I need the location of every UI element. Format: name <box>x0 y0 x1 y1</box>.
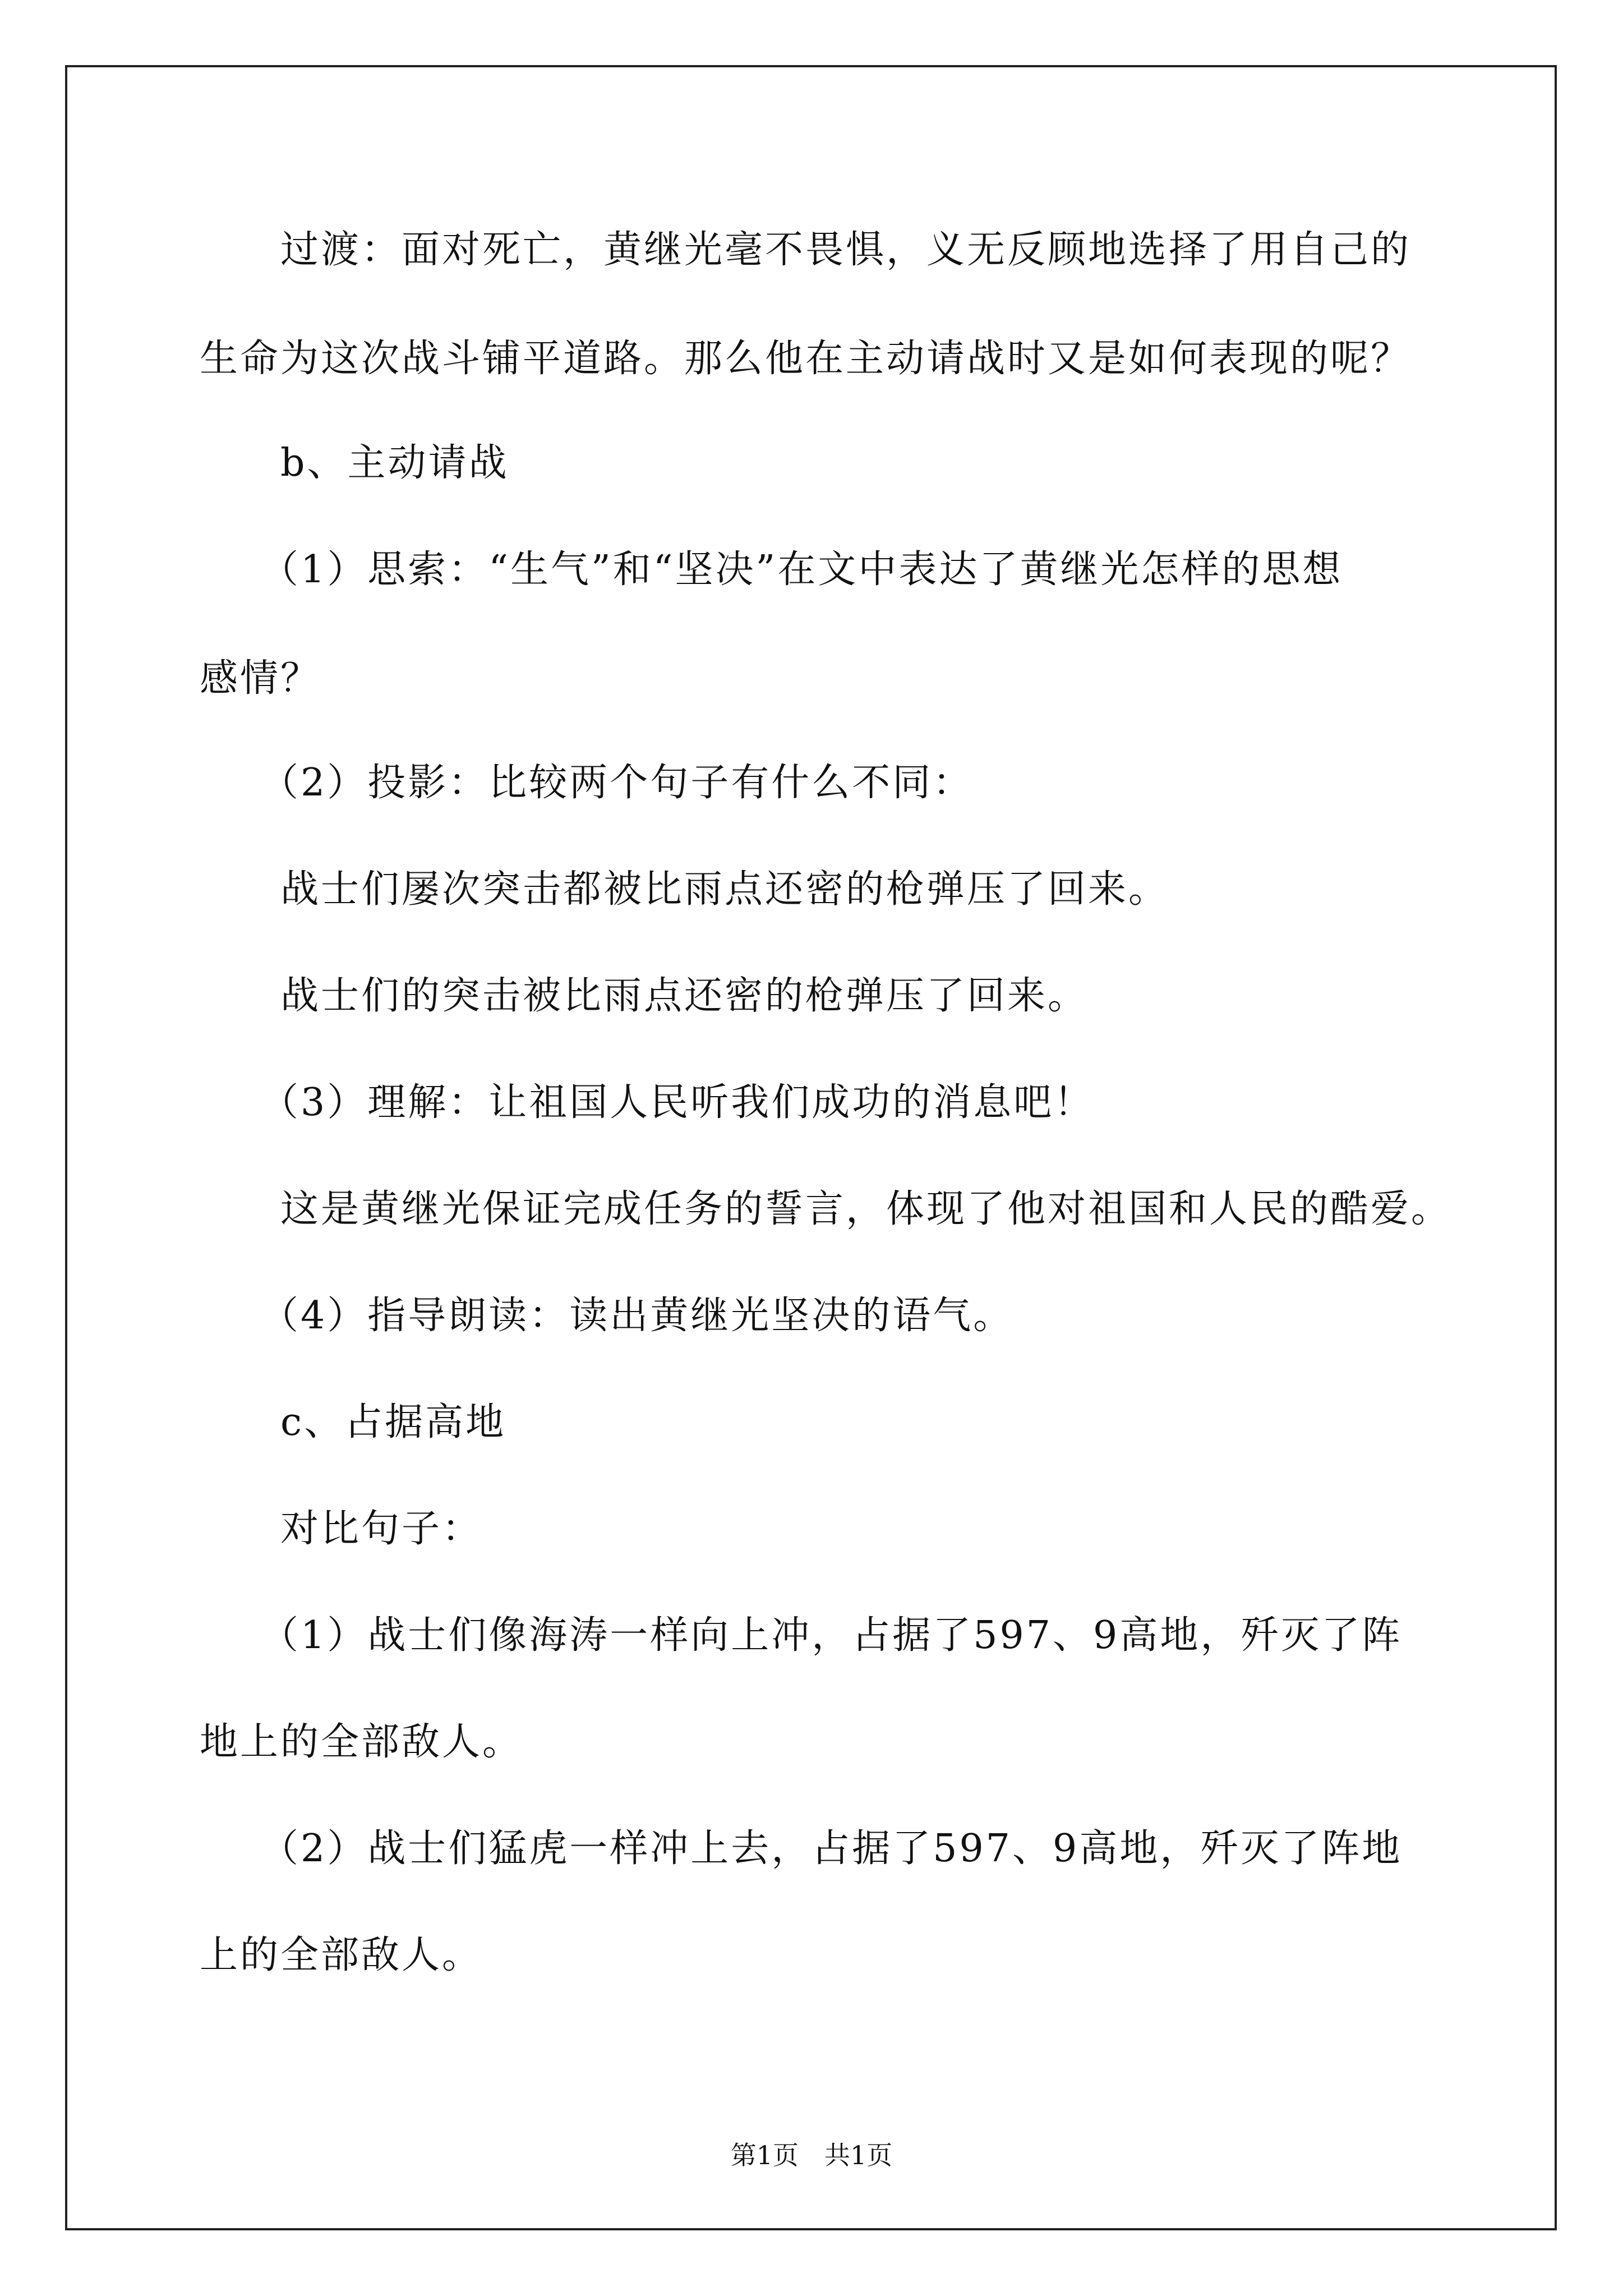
paragraph-line: 对比句子： <box>280 1507 483 1551</box>
page-number-footer: 第1页 共1页 <box>730 2140 893 2170</box>
paragraph-line: （2）投影：比较两个句子有什么不同： <box>260 761 974 805</box>
section-heading: c、占据高地 <box>280 1400 506 1444</box>
paragraph-line: 这是黄继光保证完成任务的誓言，体现了他对祖国和人民的酷爱。 <box>280 1187 1452 1231</box>
section-heading: b、主动请战 <box>280 441 509 485</box>
paragraph-line: 生命为这次战斗铺平道路。那么他在主动请战时又是如何表现的呢？ <box>200 337 1412 381</box>
paragraph-line: 过渡：面对死亡，黄继光毫不畏惧，义无反顾地选择了用自己的 <box>280 228 1412 272</box>
paragraph-line: 战士们屡次突击都被比雨点还密的枪弹压了回来。 <box>280 867 1169 912</box>
page-border <box>65 65 1557 2230</box>
paragraph-line: （1）战士们像海涛一样向上冲，占据了597、9高地，歼灭了阵 <box>260 1613 1403 1658</box>
paragraph-line: （3）理解：让祖国人民听我们成功的消息吧！ <box>260 1080 1095 1125</box>
paragraph-line: （2）战士们猛虎一样冲上去，占据了597、9高地，歼灭了阵地 <box>260 1826 1403 1871</box>
paragraph-line: 感情？ <box>200 656 321 701</box>
paragraph-line: 战士们的突击被比雨点还密的枪弹压了回来。 <box>280 974 1089 1018</box>
paragraph-line: 上的全部敌人。 <box>200 1933 483 1977</box>
paragraph-line: （1）思索：“生气”和“坚决”在文中表达了黄继光怎样的思想 <box>260 547 1343 592</box>
paragraph-line: （4）指导朗读：读出黄继光坚决的语气。 <box>260 1294 1014 1338</box>
paragraph-line: 地上的全部敌人。 <box>200 1720 523 1764</box>
